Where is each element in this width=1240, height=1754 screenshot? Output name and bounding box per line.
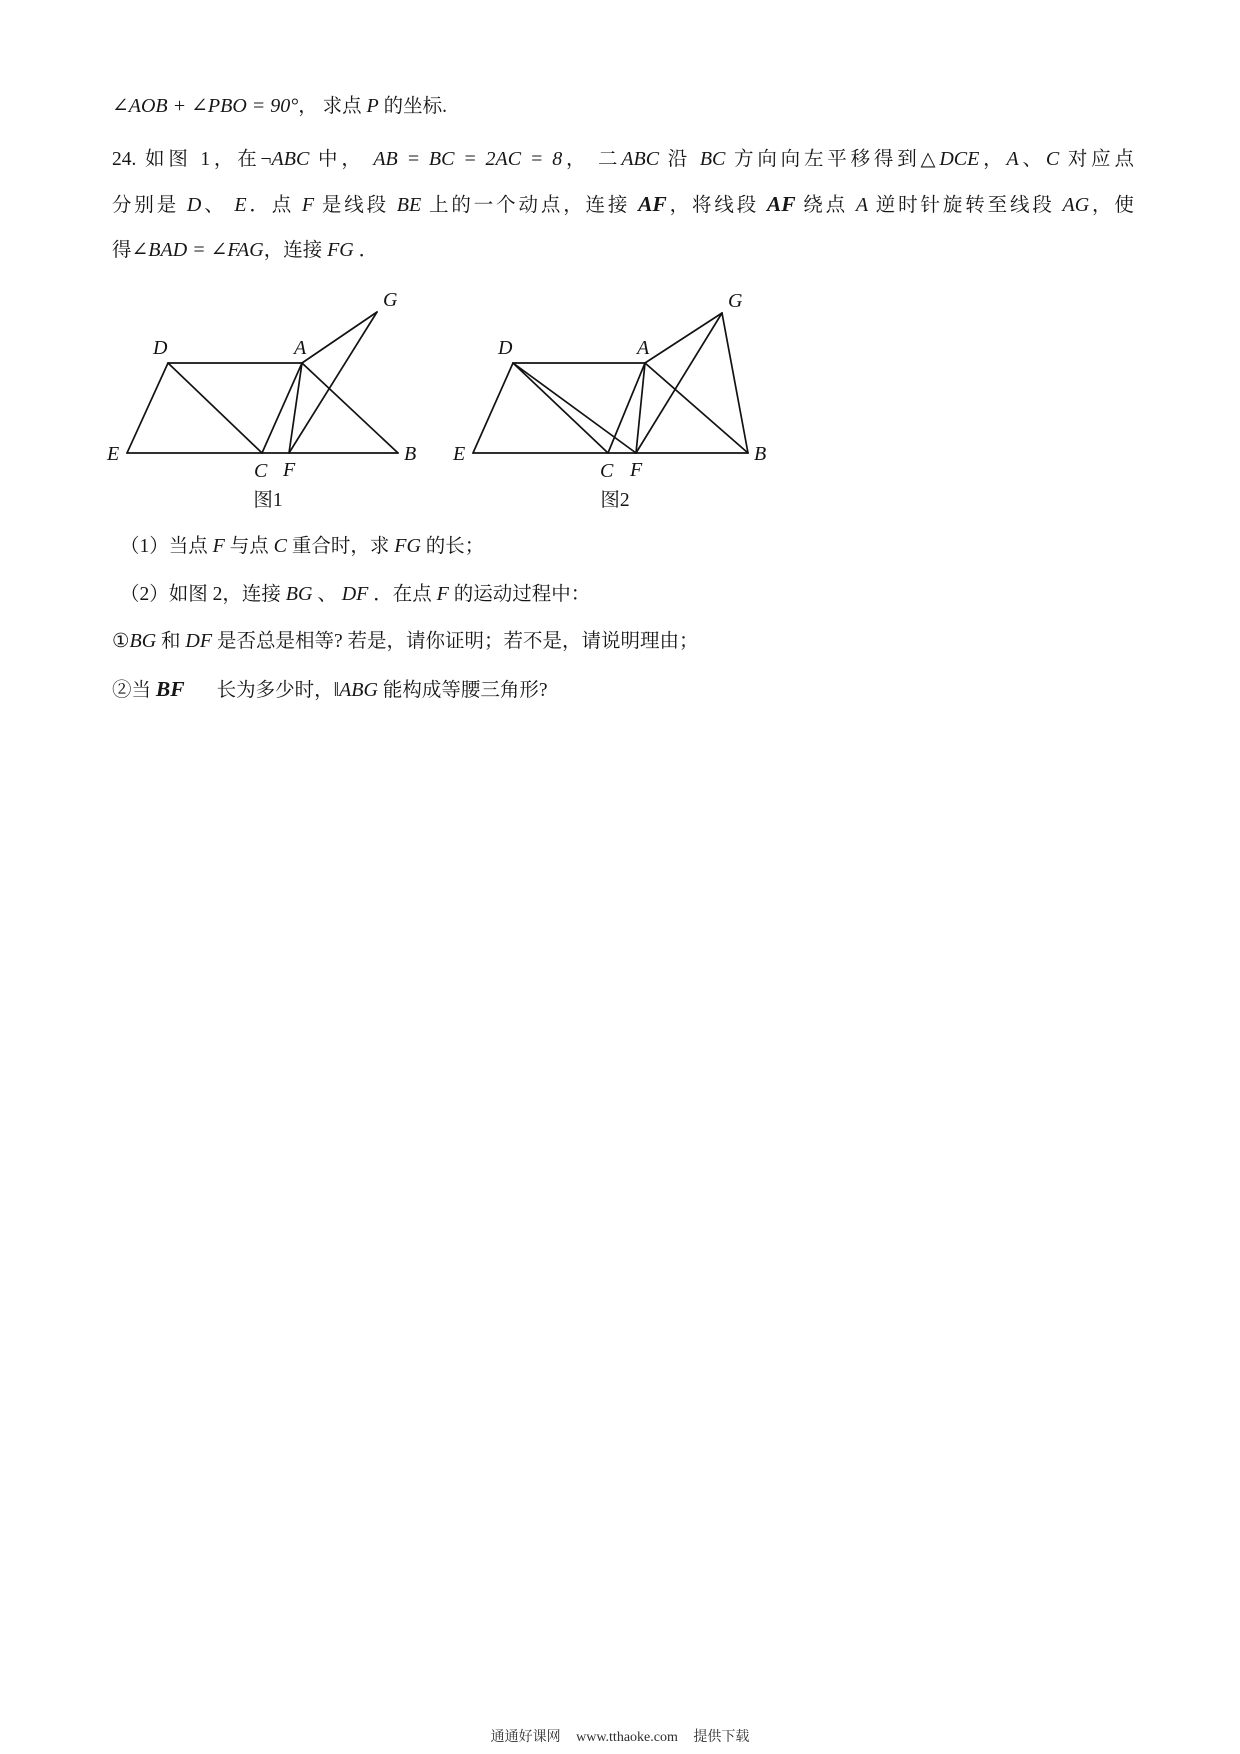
figure-edge-GF xyxy=(289,312,377,453)
text-segment: 是否总是相等? 若是，请你证明；若不是，请说明理由； xyxy=(212,631,699,652)
text-segment: ，使 xyxy=(1089,195,1134,216)
vertex-label-F: F xyxy=(630,459,643,481)
figure-2 xyxy=(440,268,780,482)
figure-edge-GB xyxy=(722,313,748,453)
text-segment: BF xyxy=(155,677,185,701)
text-segment: 逆时针旋转至线段 xyxy=(868,195,1063,216)
text-segment: 对应点 xyxy=(1059,149,1134,170)
text-segment: 24. 如图 1，在 xyxy=(112,149,261,170)
text-segment: FG xyxy=(327,239,354,261)
text-segment: ．点 xyxy=(246,195,302,216)
text-segment: ，将线段 xyxy=(666,195,767,216)
text-segment: 、 xyxy=(312,584,342,605)
vertex-label-D: D xyxy=(498,337,513,359)
vertex-label-C: C xyxy=(254,460,268,482)
vertex-label-A: A xyxy=(637,337,650,359)
page-footer xyxy=(0,1726,1240,1746)
figure-edge-AC xyxy=(608,363,645,453)
text-segment: AF xyxy=(766,192,796,216)
text-segment: ， 二 xyxy=(562,149,622,170)
text-segment: DF xyxy=(185,630,213,652)
text-segment: BE xyxy=(396,194,422,216)
footer-site-name: 通通好课网 xyxy=(490,1730,561,1745)
text-segment: F xyxy=(301,194,315,216)
text-segment: D xyxy=(186,194,202,216)
text-segment: BG xyxy=(285,583,313,605)
figure-edge-DC xyxy=(513,363,608,453)
footer-note: 提供下载 xyxy=(693,1730,750,1745)
text-segment: AF xyxy=(638,192,667,216)
text-segment: ABG xyxy=(339,679,378,701)
text-segment: 的坐标. xyxy=(378,96,448,117)
text-segment: AG xyxy=(1062,194,1090,216)
problem-24-line-2 xyxy=(112,191,1134,219)
text-segment: F xyxy=(212,535,225,557)
problem-24-line-3 xyxy=(112,237,378,264)
text-segment: C xyxy=(1045,148,1060,170)
text-segment: BG xyxy=(129,630,157,652)
vertex-label-C: C xyxy=(600,460,614,482)
prev-problem-tail xyxy=(112,93,447,120)
text-segment: F xyxy=(436,583,449,605)
text-segment: ， 求点 xyxy=(298,96,367,117)
text-segment: C xyxy=(273,535,287,557)
text-segment: ， xyxy=(979,149,1007,170)
text-segment: ‖ xyxy=(333,680,340,701)
text-segment: （2）如图 2，连接 xyxy=(120,584,286,605)
figure-2-caption: 图2 xyxy=(600,490,630,511)
figure-edge-AB xyxy=(645,363,748,453)
text-segment: ABC xyxy=(621,148,660,170)
text-segment: 沿 xyxy=(659,149,700,170)
text-segment: 的运动过程中： xyxy=(448,584,591,605)
text-segment: （1）当点 xyxy=(120,536,213,557)
figure-edge-ED xyxy=(473,363,513,453)
question-2-sub-2 xyxy=(112,676,548,704)
vertex-label-E: E xyxy=(453,443,466,465)
text-segment: A xyxy=(1006,148,1019,170)
text-segment: 是线段 xyxy=(314,195,397,216)
text-segment: 绕点 xyxy=(795,195,856,216)
question-2 xyxy=(120,581,590,608)
vertex-label-A: A xyxy=(294,337,307,359)
vertex-label-G: G xyxy=(383,289,398,311)
figure-1 xyxy=(95,268,435,482)
problem-24-line-1 xyxy=(112,146,1134,173)
figure-edge-AG xyxy=(645,313,722,363)
figure-edge-DF xyxy=(513,363,636,453)
text-segment: 的长； xyxy=(420,536,485,557)
figure-edge-GF xyxy=(636,313,722,453)
text-segment: P xyxy=(366,95,379,117)
vertex-label-B: B xyxy=(404,443,417,465)
vertex-label-D: D xyxy=(153,337,168,359)
figure-1-caption: 图1 xyxy=(253,490,283,511)
text-segment: AB = BC = 2AC = 8 xyxy=(373,148,563,170)
vertex-label-G: G xyxy=(728,290,743,312)
text-segment: ABC xyxy=(271,148,310,170)
question-1 xyxy=(120,533,484,560)
text-segment: ① xyxy=(112,631,130,652)
vertex-label-B: B xyxy=(754,443,767,465)
text-segment: 、 xyxy=(1018,149,1046,170)
vertex-label-E: E xyxy=(107,443,120,465)
figure-edge-AG xyxy=(302,312,377,363)
text-segment: ¬ xyxy=(260,149,272,170)
figure-edge-ED xyxy=(127,363,168,453)
text-segment: ∠AOB + ∠PBO = 90° xyxy=(112,95,299,117)
text-segment: ∠BAD = ∠FAG xyxy=(131,239,264,261)
text-segment: 和 xyxy=(156,631,186,652)
text-segment: 与点 xyxy=(224,536,274,557)
text-segment: ．在点 xyxy=(368,584,437,605)
text-segment: 上的一个动点，连接 xyxy=(421,195,639,216)
text-segment: ②当 xyxy=(112,680,156,701)
text-segment: 、 xyxy=(201,195,235,216)
text-segment: 分别是 xyxy=(112,195,187,216)
figure-edge-DC xyxy=(168,363,262,453)
text-segment: 方向向左平移得到△ xyxy=(725,149,940,170)
text-segment: 能构成等腰三角形? xyxy=(377,680,548,701)
text-segment: ． xyxy=(353,240,379,261)
text-segment: BC xyxy=(699,148,726,170)
text-segment: FG xyxy=(394,535,421,557)
text-segment: 中， xyxy=(309,149,374,170)
footer-site-url: www.tthaoke.com xyxy=(576,1730,678,1745)
text-segment: 重合时，求 xyxy=(286,536,395,557)
question-2-sub-1 xyxy=(112,628,699,655)
text-segment: ，连接 xyxy=(263,240,328,261)
text-segment: 得 xyxy=(112,240,132,261)
text-segment: A xyxy=(855,194,869,216)
vertex-label-F: F xyxy=(283,459,296,481)
text-segment: 长为多少时， xyxy=(216,680,334,701)
text-segment: E xyxy=(234,194,247,216)
text-segment: DF xyxy=(341,583,369,605)
text-segment: DCE xyxy=(939,148,980,170)
